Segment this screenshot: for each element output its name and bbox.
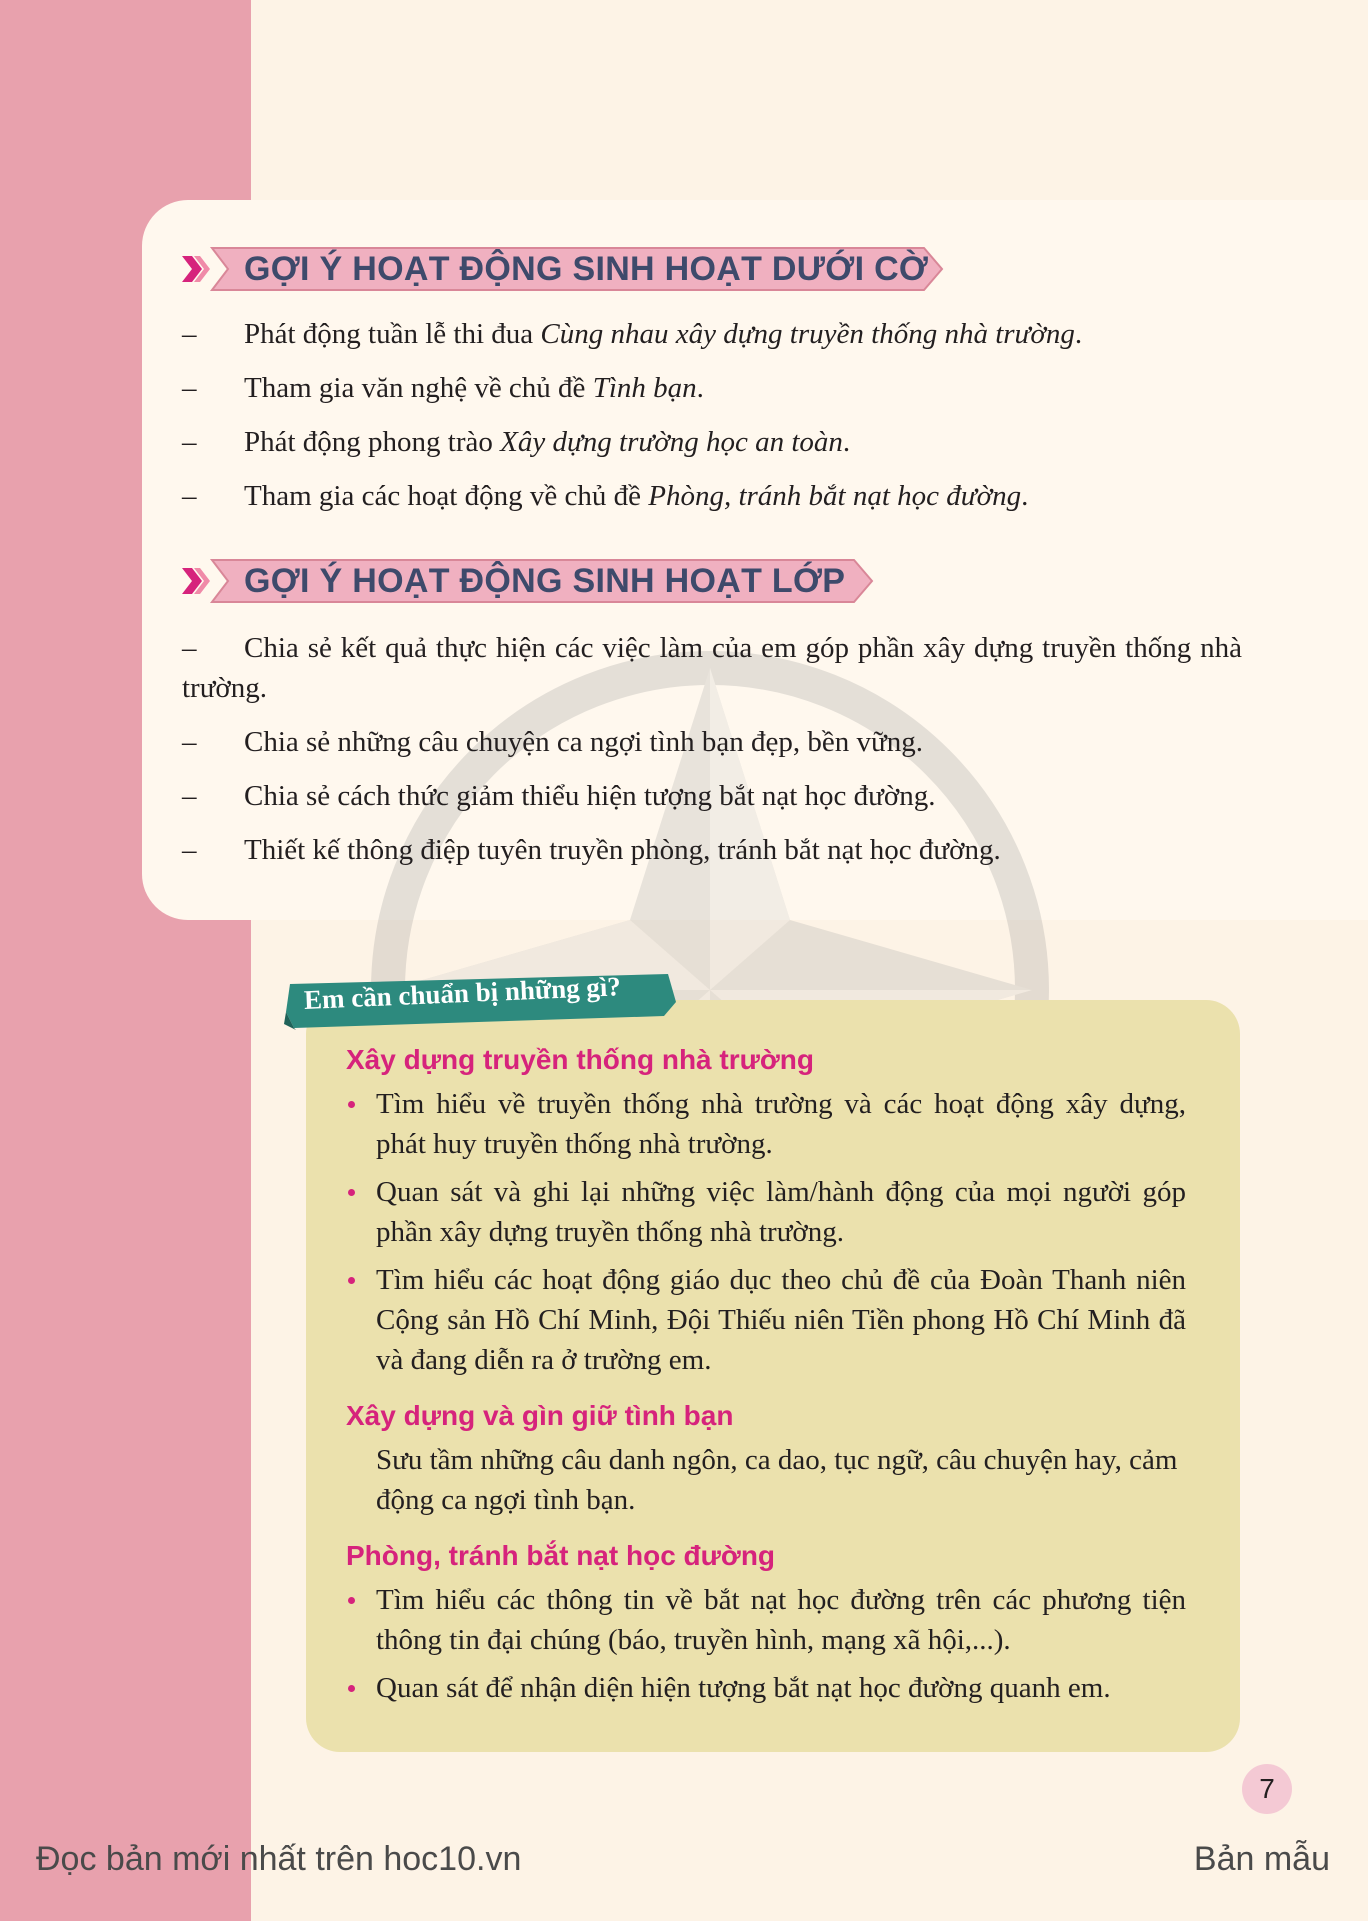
section-header-class [182, 558, 892, 604]
group-heading: Phòng, tránh bắt nạt học đường [346, 1540, 776, 1571]
class-activities-list [182, 628, 1242, 884]
section-header-flag [182, 246, 962, 292]
bullet-item: Quan sát và ghi lại những việc làm/hành động của mọi người góp phần xây dựng truyền thống nhà trường. [346, 1172, 1186, 1252]
bullet-item: Tìm hiểu về truyền thống nhà trường và các hoạt động xây dựng, phát huy truyền thống nhà trường. [346, 1084, 1186, 1164]
list-item: – Tham gia các hoạt động về chủ đề Phòng, tránh bắt nạt học đường. [182, 480, 1029, 512]
section-title: GỢI Ý HOẠT ĐỘNG SINH HOẠT DƯỚI CỜ [244, 250, 929, 288]
group-paragraph: Sưu tầm những câu danh ngôn, ca dao, tục ngữ, câu chuyện hay, cảm động ca ngợi tình bạn. [376, 1444, 1178, 1516]
preparation-tab-label: Em cần chuẩn bị những gì? [303, 971, 622, 1015]
list-item: – Chia sẻ kết quả thực hiện các việc làm của em góp phần xây dựng truyền thống nhà trường. [182, 632, 1242, 704]
list-item: – Tham gia văn nghệ về chủ đề Tình bạn. [182, 372, 704, 404]
list-item: – Chia sẻ những câu chuyện ca ngợi tình bạn đẹp, bền vững. [182, 726, 923, 758]
bullet-dot-icon [348, 1597, 355, 1604]
list-item: – Phát động tuần lễ thi đua Cùng nhau xây dựng truyền thống nhà trường. [182, 318, 1083, 350]
bullet-dot-icon [348, 1189, 355, 1196]
list-item: – Thiết kế thông điệp tuyên truyền phòng, tránh bắt nạt học đường. [182, 834, 1001, 866]
bullet-item: Quan sát để nhận diện hiện tượng bắt nạt học đường quanh em. [346, 1668, 1186, 1708]
list-item: – Chia sẻ cách thức giảm thiểu hiện tượng bắt nạt học đường. [182, 780, 936, 812]
bullet-dot-icon [348, 1101, 355, 1108]
bullet-item: Tìm hiểu các hoạt động giáo dục theo chủ đề của Đoàn Thanh niên Cộng sản Hồ Chí Minh, Đội Thiếu niên Tiền phong Hồ Chí Minh đã và đang diễn ra ở trường em. [346, 1260, 1186, 1380]
page-number: 7 [1242, 1764, 1292, 1814]
bullet-list [346, 1084, 1186, 1380]
bullet-dot-icon [348, 1277, 355, 1284]
group-heading: Xây dựng và gìn giữ tình bạn [346, 1400, 734, 1431]
group-heading: Xây dựng truyền thống nhà trường [346, 1044, 815, 1075]
preparation-content [346, 1040, 1186, 1724]
footer-label: Bản mẫu [1193, 1840, 1330, 1878]
section-title: GỢI Ý HOẠT ĐỘNG SINH HOẠT LỚP [244, 562, 846, 600]
bullet-item: Tìm hiểu các thông tin về bắt nạt học đường trên các phương tiện thông tin đại chúng (báo, truyền hình, mạng xã hội,...). [346, 1580, 1186, 1660]
bullet-dot-icon [348, 1685, 355, 1692]
bullet-list [346, 1580, 1186, 1708]
flag-activities-list [182, 314, 1242, 530]
footer-source-link[interactable]: Đọc bản mới nhất trên hoc10.vn [36, 1840, 522, 1878]
list-item: – Phát động phong trào Xây dựng trường học an toàn. [182, 426, 851, 458]
